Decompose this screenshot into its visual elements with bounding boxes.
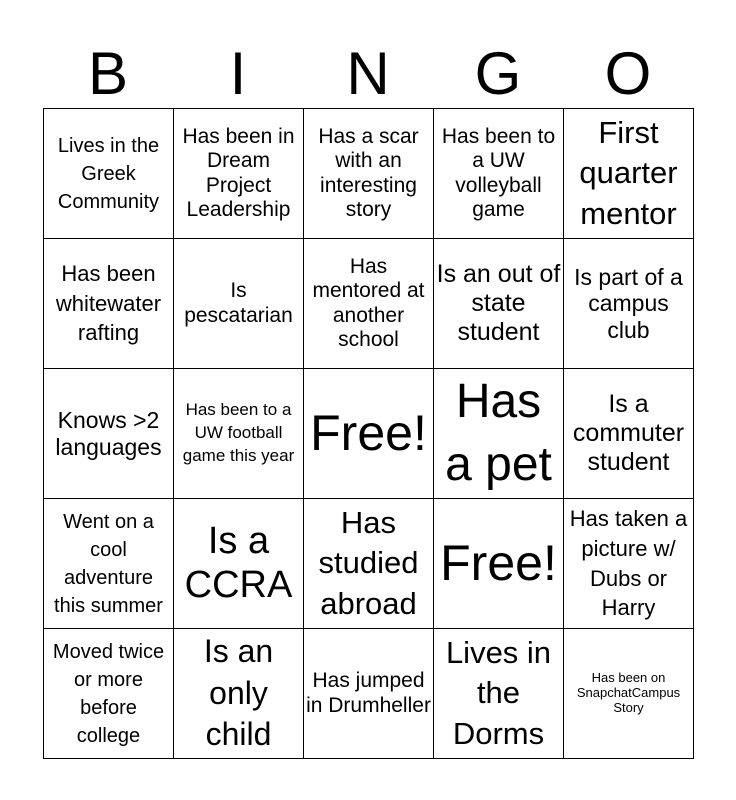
- bingo-cell-r5-c2[interactable]: [173, 628, 304, 759]
- cell-text: Has taken a picture w/ Dubs or Harry: [569, 506, 688, 621]
- cell-text: Moved twice or more before college: [52, 640, 165, 747]
- bingo-cell-r4-c3[interactable]: [303, 498, 434, 629]
- cell-text: Is a CCRA: [184, 519, 293, 606]
- cell-text: Lives in the Dorms: [445, 635, 552, 751]
- cell-text: First quarter mentor: [579, 115, 678, 231]
- cell-text: Has mentored at another school: [312, 255, 425, 351]
- cell-text: Is an only child: [203, 633, 274, 753]
- bingo-header: [43, 40, 693, 108]
- bingo-cell-r5-c4[interactable]: [433, 628, 564, 759]
- bingo-cell-r3-c2[interactable]: [173, 368, 304, 499]
- header-letter-b: B: [87, 40, 129, 107]
- bingo-cell-free-2[interactable]: [433, 498, 564, 629]
- bingo-cell-r2-c3[interactable]: [303, 238, 434, 369]
- cell-text: Is part of a campus club: [574, 263, 683, 343]
- cell-text: Has been in Dream Project Leadership: [182, 125, 295, 221]
- cell-text: Is pescatarian: [184, 279, 293, 327]
- cell-text: Is a commuter student: [572, 390, 685, 476]
- cell-text: Has a scar with an interesting story: [318, 125, 419, 221]
- bingo-cell-r1-c1[interactable]: [43, 108, 174, 239]
- cell-text: Has jumped in Drumheller: [306, 669, 431, 717]
- bingo-cell-r2-c4[interactable]: [433, 238, 564, 369]
- bingo-cell-r5-c3[interactable]: [303, 628, 434, 759]
- bingo-cell-r2-c2[interactable]: [173, 238, 304, 369]
- header-letter-g: G: [474, 40, 522, 107]
- bingo-cell-r1-c2[interactable]: [173, 108, 304, 239]
- cell-text: Has been to a UW football game this year: [182, 400, 295, 465]
- bingo-cell-free-1[interactable]: [303, 368, 434, 499]
- header-letter-n: N: [346, 40, 390, 107]
- bingo-cell-r4-c5[interactable]: [563, 498, 694, 629]
- bingo-cell-r1-c3[interactable]: [303, 108, 434, 239]
- bingo-cell-r3-c5[interactable]: [563, 368, 694, 499]
- cell-text: Went on a cool adventure this summer: [54, 510, 163, 617]
- cell-text: Has been to a UW volleyball game: [441, 125, 556, 221]
- bingo-cell-r2-c5[interactable]: [563, 238, 694, 369]
- bingo-cell-r3-c1[interactable]: [43, 368, 174, 499]
- bingo-board: [43, 108, 693, 758]
- cell-text: Has studied abroad: [318, 505, 419, 621]
- cell-text: Has been on SnapchatCampus Story: [576, 670, 681, 715]
- bingo-cell-r1-c5[interactable]: [563, 108, 694, 239]
- bingo-cell-r5-c1[interactable]: [43, 628, 174, 759]
- header-letter-o: O: [604, 40, 652, 107]
- cell-text: Free!: [310, 404, 427, 461]
- cell-text: Knows >2 languages: [55, 407, 162, 460]
- bingo-cell-r4-c2[interactable]: [173, 498, 304, 629]
- bingo-cell-r1-c4[interactable]: [433, 108, 564, 239]
- cell-text: Lives in the Greek Community: [57, 134, 160, 213]
- cell-text: Is an out of state student: [436, 260, 561, 346]
- cell-text: Free!: [440, 534, 557, 591]
- bingo-cell-r4-c1[interactable]: [43, 498, 174, 629]
- cell-text: Has been whitewater rafting: [55, 260, 162, 346]
- header-letter-i: I: [229, 40, 247, 107]
- bingo-cell-r3-c4[interactable]: [433, 368, 564, 499]
- cell-text: Has a pet: [445, 375, 552, 491]
- bingo-cell-r2-c1[interactable]: [43, 238, 174, 369]
- bingo-cell-r5-c5[interactable]: [563, 628, 694, 759]
